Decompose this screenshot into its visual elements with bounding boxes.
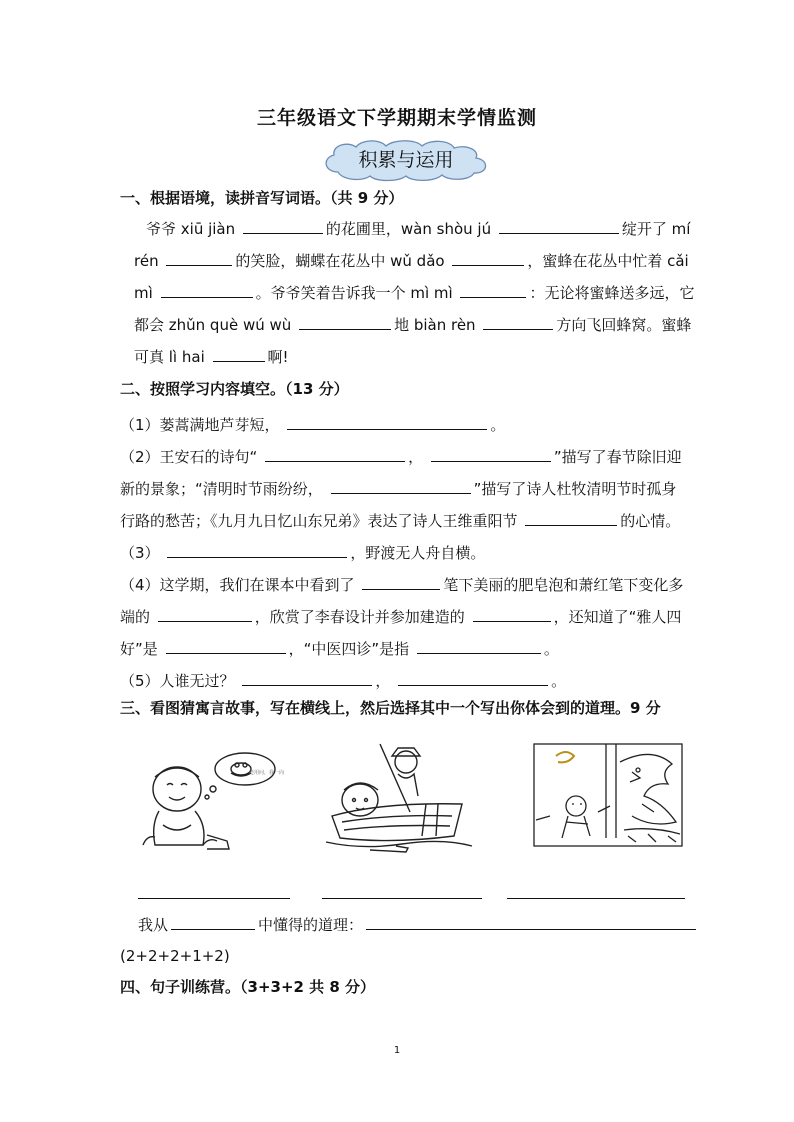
s2-q4-line-2 [120, 606, 726, 628]
s2-q2-line-3 [120, 510, 726, 532]
s1-l1-text-c: 绽开了 mí [621, 220, 691, 238]
s2-q2a-text-b: ， [408, 448, 424, 466]
answer-blank[interactable] [213, 346, 265, 362]
s1-l4-text-c: 方向飞回蜂窝。蜜蜂 [556, 316, 692, 334]
comic-3-drawing [532, 742, 684, 848]
answer-blank[interactable] [161, 282, 253, 298]
s2-q4b-text-a: 端的 [120, 608, 151, 626]
s2-q1-text-b: 。 [490, 416, 506, 434]
s2-q2-line-1 [120, 446, 726, 468]
s2-q2b-text-b: ”描写了诗人杜牧清明节时孤身 [473, 480, 677, 498]
answer-blank[interactable] [362, 574, 440, 590]
answer-blank[interactable] [452, 250, 524, 266]
s2-q5 [120, 670, 726, 692]
s2-q4a-text-a: （4）这学期，我们在课本中看到了 [120, 576, 355, 594]
s2-q2a-text-a: （2）王安石的诗句“ [120, 448, 258, 466]
s1-l5-text-b: 啊! [267, 348, 289, 366]
s2-q2c-text-b: 的心情。 [620, 512, 681, 530]
s2-q4b-text-c: ，还知道了“雅人四 [553, 608, 682, 626]
s2-q3 [120, 542, 726, 564]
s1-line-5 [134, 346, 726, 368]
page-title: 三年级语文下学期期末学情监测 [256, 107, 537, 129]
s1-line-3 [134, 282, 726, 304]
s1-l2-text-a: rén [134, 252, 159, 270]
answer-line-2[interactable] [322, 898, 482, 899]
s2-q5-text-c: 。 [551, 672, 567, 690]
answer-blank[interactable] [265, 446, 405, 462]
s2-q3-text-a: （3） [120, 544, 160, 562]
s2-q4-line-1 [120, 574, 726, 596]
section-1-heading: 一、根据语境，读拼音写词语。（共 9 分） [120, 189, 404, 207]
section-2-heading: 二、按照学习内容填空。（13 分） [120, 380, 349, 398]
s2-q4c-text-a: 好”是 [120, 640, 158, 658]
comic-illustration-3 [532, 742, 684, 848]
s1-l2-text-b: 的笑脸，蝴蝶在花丛中 wǔ dǎo [235, 252, 445, 270]
answer-blank[interactable] [473, 606, 551, 622]
s3-score: (2+2+2+1+2) [120, 947, 230, 965]
section-3-heading: 三、看图猜寓言故事，写在横线上，然后选择其中一个写出你体会到的道理。9 分 [120, 699, 661, 717]
answer-line-1[interactable] [138, 898, 290, 899]
s1-l4-text-b: 地 biàn rèn [394, 316, 476, 334]
comic-2-drawing [322, 738, 478, 860]
s1-l4-text-a: 都会 zhǔn què wú wù [134, 316, 292, 334]
s2-q4c-text-c: 。 [543, 640, 559, 658]
answer-blank[interactable] [431, 446, 551, 462]
comic-1-drawing [137, 745, 283, 855]
answer-blank[interactable] [299, 314, 391, 330]
comic-illustration-1 [137, 745, 283, 855]
s1-l3-text-a: mì [134, 284, 153, 302]
answer-blank[interactable] [417, 638, 541, 654]
s2-q1-text-a: （1）蒌蒿满地芦芽短， [120, 416, 280, 434]
answer-blank[interactable] [167, 542, 347, 558]
s2-q3-text-b: ，野渡无人舟自横。 [350, 544, 486, 562]
answer-blank[interactable] [460, 282, 526, 298]
banner-label: 积累与运用 [358, 149, 454, 171]
answer-line-3[interactable] [507, 898, 685, 899]
answer-blank[interactable] [525, 510, 617, 526]
s3-lesson-line [138, 914, 718, 936]
s2-q1 [120, 414, 726, 436]
s2-q4b-text-b: ，欣赏了李春设计并参加建造的 [254, 608, 465, 626]
answer-blank[interactable] [366, 914, 696, 930]
answer-blank[interactable] [242, 670, 372, 686]
s2-q2b-text-a: 新的景象；“清明时节雨纷纷， [120, 480, 323, 498]
s1-l2-text-c: ，蜜蜂在花丛中忙着 cǎi [527, 252, 689, 270]
answer-blank[interactable] [158, 606, 252, 622]
s1-l3-text-b: 。爷爷笑着告诉我一个 mì mì [255, 284, 453, 302]
s1-line-2 [134, 250, 726, 272]
answer-blank[interactable] [171, 914, 255, 930]
s2-q2a-text-c: ”描写了春节除旧迎 [553, 448, 682, 466]
s1-line-4 [134, 314, 726, 336]
section-4-heading: 四、句子训练营。（3+3+2 共 8 分） [120, 978, 376, 996]
s2-q2c-text-a: 行路的愁苦；《九月九日忆山东兄弟》表达了诗人王维重阳节 [120, 512, 518, 530]
s3-lesson-text-b: 中懂得的道理： [258, 916, 364, 934]
answer-blank[interactable] [166, 250, 232, 266]
answer-blank[interactable] [331, 478, 471, 494]
answer-blank[interactable] [243, 218, 323, 234]
s2-q4-line-3 [120, 638, 726, 660]
s1-line-1 [146, 218, 726, 240]
s1-l1-text-b: 的花圃里，wàn shòu jú [325, 220, 492, 238]
comic-illustration-2 [322, 738, 478, 860]
s2-q4c-text-b: ，“中医四诊”是指 [288, 640, 410, 658]
section-banner [320, 138, 492, 182]
comic-1-caption: 还用问，我一向 [249, 770, 285, 776]
answer-blank[interactable] [499, 218, 619, 234]
s1-l5-text-a: 可真 lì hai [134, 348, 205, 366]
answer-blank[interactable] [287, 414, 487, 430]
s2-q5-text-b: ， [375, 672, 391, 690]
answer-blank[interactable] [398, 670, 548, 686]
s2-q5-text-a: （5）人谁无过？ [120, 672, 235, 690]
answer-blank[interactable] [483, 314, 553, 330]
s2-q4a-text-b: 笔下美丽的肥皂泡和萧红笔下变化多 [443, 576, 684, 594]
page-number: 1 [393, 1045, 401, 1056]
s3-lesson-text-a: 我从 [138, 916, 169, 934]
s1-l1-text-a: 爷爷 xiū jiàn [146, 220, 236, 238]
s2-q2-line-2 [120, 478, 726, 500]
answer-blank[interactable] [166, 638, 286, 654]
s1-l3-text-c: ：无论将蜜蜂送多远，它 [529, 284, 695, 302]
